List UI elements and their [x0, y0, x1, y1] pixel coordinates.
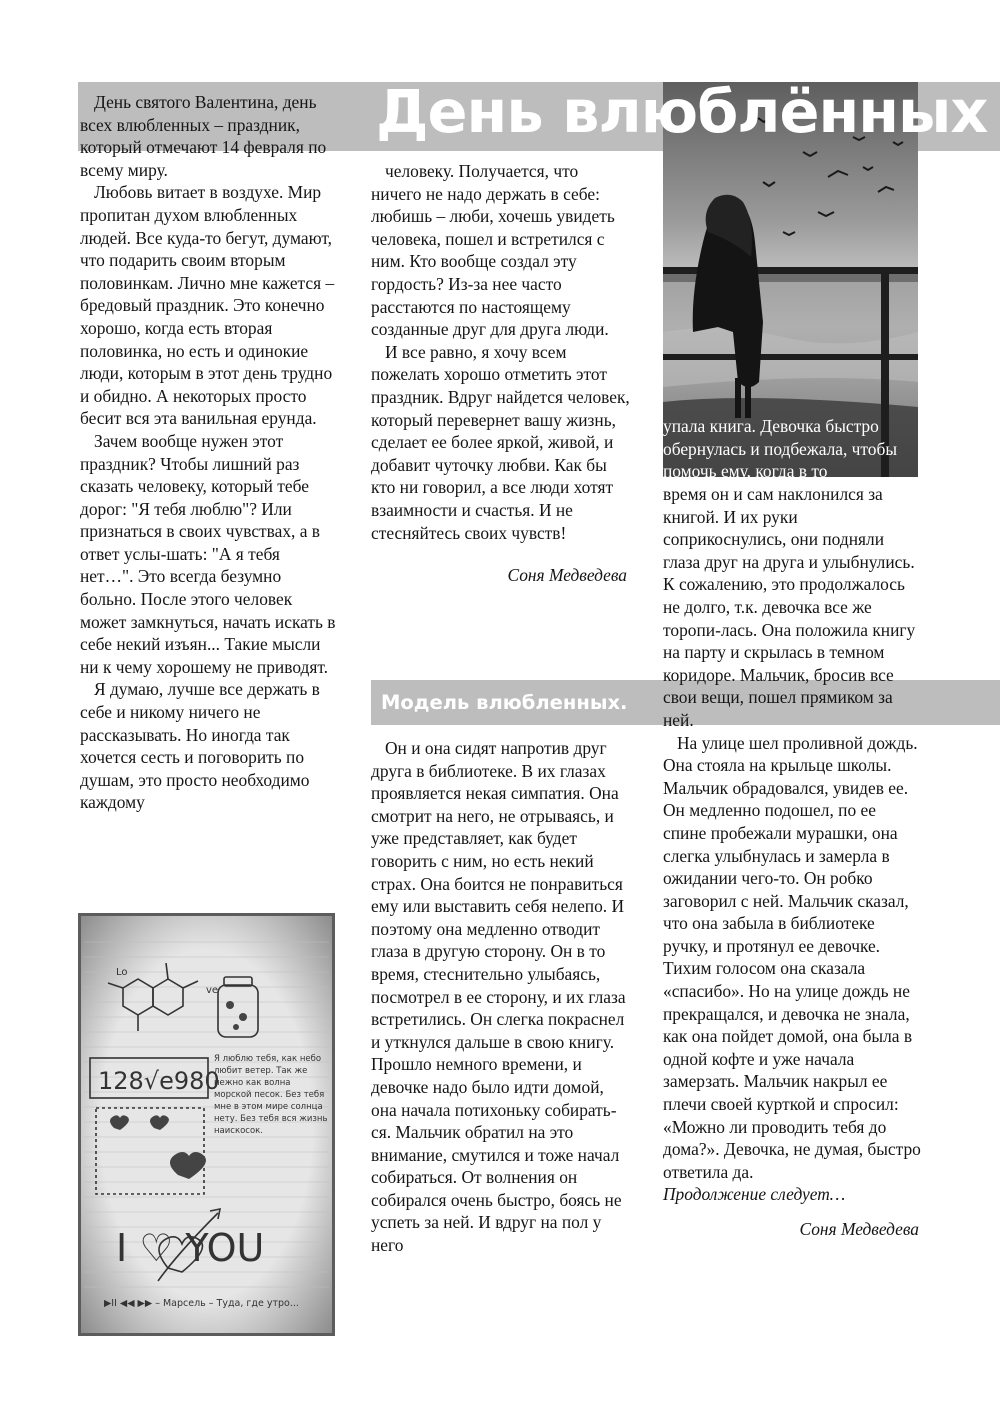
column-2-top	[371, 160, 631, 587]
paragraph: И все равно, я хочу всем пожелать хорошо отметить этот праздник. Вдруг найдется человек, который перевернет вашу жизнь, сделает ее более яркой, живой, и добавит чуточку любви. Как бы кто ни говорил, а все люди хотят взаимности и счастья. И не стесняйтесь своих чувств!	[371, 341, 630, 543]
paragraph: человеку. Получается, что ничего не надо держать в себе: любишь – люби, хочешь увидеть человека, пошел и встретился с ним. Кто вообще создал эту гордость? Из-за нее часто расстаются по настоящему созданные друг для друга люди.	[371, 161, 615, 340]
caption-line: упала книга. Девочка быстро обернулась и подбежала, чтобы помочь ему, когда в то	[663, 416, 898, 482]
continued-note: Продолжение следует…	[663, 1184, 846, 1205]
notebook-formula: 128√e980	[98, 1067, 220, 1095]
notebook-poem: Я люблю тебя, как небо любит ветер. Так же нежно как волна морской песок. Без тебя мне в этом мире солнца нету. Без тебя вся жизнь наискосок.	[214, 1054, 328, 1136]
signature: Соня Медведева	[507, 565, 627, 586]
notebook-player-caption: ▶II ◀◀ ▶▶ – Марсель – Туда, где утро...	[104, 1298, 299, 1309]
notebook-mark-ve: ve	[206, 985, 219, 996]
column-2-bottom	[371, 737, 631, 1257]
paragraph: На улице шел проливной дождь. Она стояла на крыльце школы. Мальчик обрадовался, увидев ее. Он медленно подошел, по ее спине пробежали мурашки, она слегка улыбнулась и замерла в ожидании чего-то. Он робко заговорил с ней. Мальчик сказал, что она забыла в библиотеке ручку, и протянул ее девочке. Тихим голосом она сказала «спасибо». Но на улице дождь не прекращался, и девочка не знала, как она пойдет домой, она была в одной кофте и уже начала замерзать. Мальчик накрыл ее плечи своей курткой и спросил: «Можно ли проводить тебя до дома?». Девочка, не думая, быстро ответила да.	[663, 732, 921, 1182]
subheading: Модель влюбленных.	[381, 691, 628, 714]
paragraph: Я думаю, лучше все держать в себе и никому ничего не рассказывать. Но иногда так хочется сесть и поговорить по душам, это просто необходимо каждому	[80, 679, 320, 813]
paragraph: День святого Валентина, день всех влюбленных – праздник, который отмечают 14 февраля по всему миру.	[80, 92, 327, 180]
notebook-illustration	[78, 913, 335, 1336]
paragraph: Любовь витает в воздухе. Мир пропитан духом влюбленных людей. Все куда-то бегут, думают, что подарить своим вторым половинкам. Лично мне кажется – бредовый праздник. Это конечно хорошо, когда есть вторая половинка, но есть и одинокие люди, которым в этот день трудно и обидно. А некоторых просто бесит вся эта ванильная ерунда.	[80, 182, 335, 429]
photo-notebook	[78, 913, 335, 1336]
paragraph: Он и она сидят напротив друг друга в библиотеке. В их глазах проявляется некая симпатия. Она смотрит на него, не отрываясь, и уже представляет, как будет говорить с ним, но есть некий страх. Она боится не понравиться ему или выставить себя нелепо. И поэтому она медленно отводит глаза в другую сторону. Он в то время, стеснительно улыбаясь, посмотрел в ее сторону, и их глаза встретились. Он слегка покраснел и уткнулся дальше в свою книгу. Прошло немного времени, и девочке надо было идти домой, она начала потихоньку собирать-ся. Мальчик обратил на это внимание, смутился и тоже начал собираться. От волнения он собирался очень быстро, боясь не успеть за ней. И вдруг на пол у него	[371, 738, 626, 1256]
photo-caption-text	[663, 415, 918, 483]
paragraph: Зачем вообще нужен этот праздник? Чтобы лишний раз сказать человеку, который тебе дорог: "Я тебя люблю"? Или признаться в своих чувствах, а в ответ услы-шать: "А я тебя нет…". Это всегда безумно больно. После этого человек может замкнуться, начать искать в себе некий изъян... Такие мысли ни к чему хорошему не приводят.	[80, 430, 336, 677]
paragraph: время он и сам наклонился за книгой. И их руки соприкоснулись, они подняли глаза друг на друга и улыбнулись. К сожалению, это продолжалось не долго, т.к. девочка все же торопи-лась. Она положила книгу на парту и скрылась в темном коридоре. Мальчик, бросив все свои вещи, пошел прямиком за ней.	[663, 484, 916, 730]
signature: Соня Медведева	[799, 1219, 919, 1239]
column-3	[663, 483, 923, 1241]
column-1	[80, 91, 337, 814]
notebook-mark-lo: Lo	[116, 967, 128, 978]
notebook-i-love-you: I ♡ YOU	[116, 1226, 265, 1270]
page-title: День влюблённых	[376, 77, 988, 146]
